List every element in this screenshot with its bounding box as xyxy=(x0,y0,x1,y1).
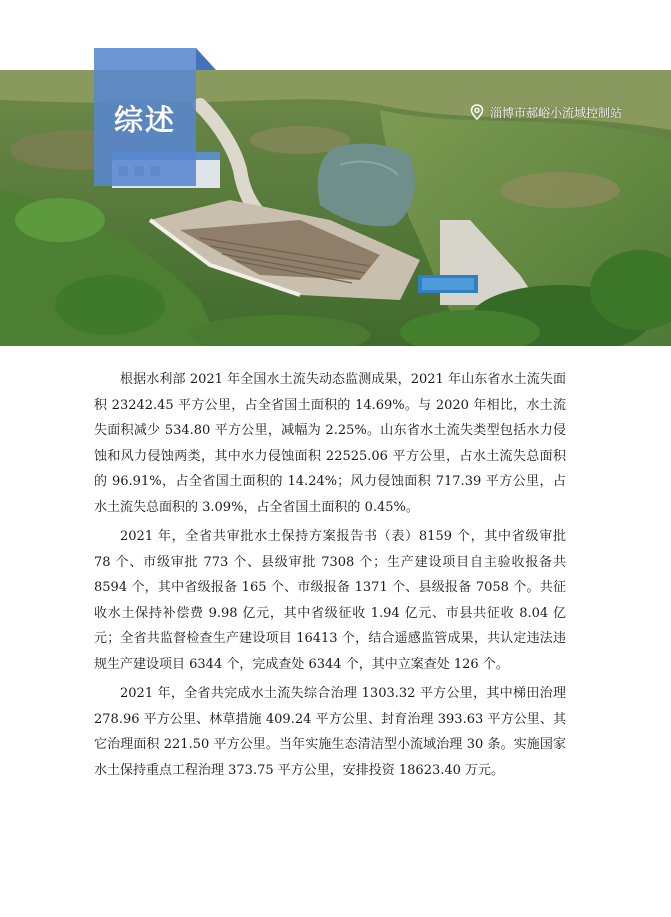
location-label: 淄博市郝峪小流域控制站 xyxy=(490,105,623,120)
body-text xyxy=(94,367,566,787)
section-title-tab xyxy=(94,48,196,186)
paragraph-comprehensive-treatment: 2021 年，全省共完成水土流失综合治理 1303.32 平方公里，其中梯田治理 278.96 平方公里、林草措施 409.24 平方公里、封育治理 393.63 平方公里、其它治理面积 221.50 平方公里。当年实施生态清洁型小流域治理 30 条。实施国家水土保持重点工程治理 373.75 平方公里，安排投资 18623.40 万元。 xyxy=(94,686,566,778)
paragraph-supervision: 2021 年，全省共审批水土保持方案报告书（表）8159 个，其中省级审批 78 个、市级审批 773 个、县级审批 7308 个；生产建设项目自主验收报备共 8594 个，其中省级报备 165 个、市级报备 1371 个、县级报备 7058 个。共征收水土保持补偿费 9.98 亿元，其中省级征收 1.94 亿元、市县共征收 8.04 亿元；全省共监督检查生产建设项目 16413 个，结合遥感监管成果，共认定违法违规生产建设项目 6344 个，完成查处 6344 个，其中立案查处 126 个。 xyxy=(94,529,566,672)
section-title: 综述 xyxy=(113,103,176,137)
location-caption xyxy=(470,103,622,121)
location-pin-icon xyxy=(470,104,484,120)
paragraph-soil-erosion-status: 根据水利部 2021 年全国水土流失动态监测成果，2021 年山东省水土流失面积 23242.45 平方公里，占全省国土面积的 14.69%。与 2020 年相比，水土流失面积减少 534.80 平方公里，减幅为 2.25%。山东省水土流失类型包括水力侵蚀和风力侵蚀两类，其中水力侵蚀面积 22525.06 平方公里，占水土流失总面积的 96.91%，占全省国土面积的 14.24%；风力侵蚀面积 717.39 平方公里，占水土流失总面积的 3.09%，占全省国土面积的 0.45%。 xyxy=(94,372,566,515)
